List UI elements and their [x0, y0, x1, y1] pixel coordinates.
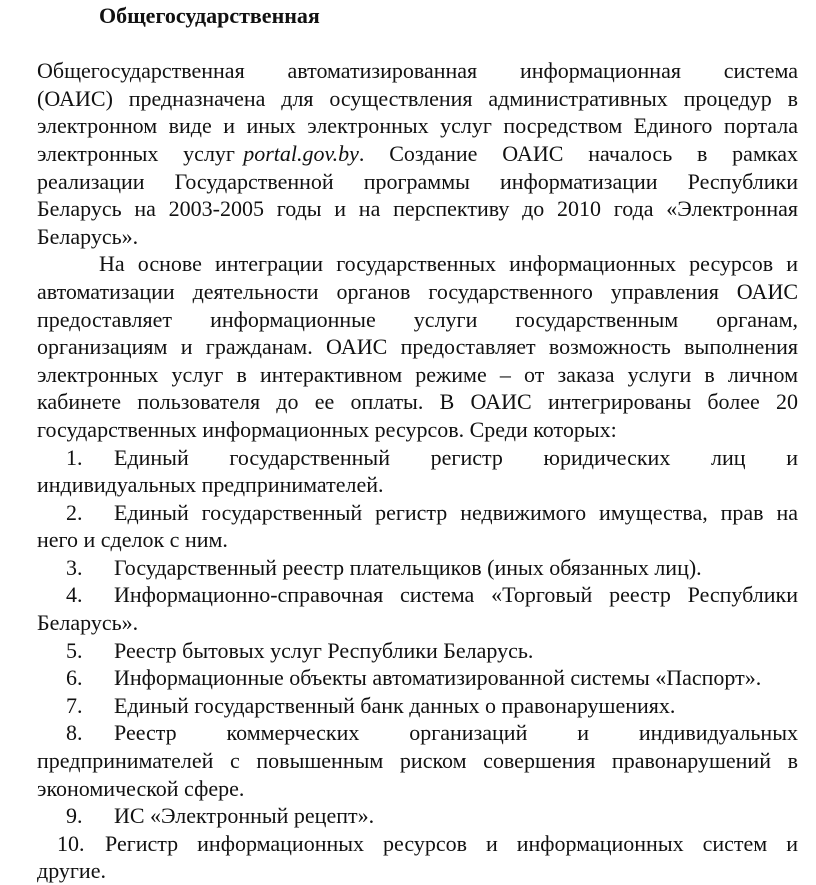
list-item-line [37, 802, 798, 830]
intro-line: Беларусь». [37, 223, 798, 251]
list-text: Единый государственный регистр юридических лиц и [114, 445, 798, 470]
list-item-line [37, 664, 798, 692]
intro-line [37, 140, 798, 168]
list-text: Единый государственный регистр недвижимого имущества, прав на [114, 500, 798, 525]
list-item [37, 444, 798, 499]
list-item [37, 554, 798, 582]
list-number: 9. [66, 802, 114, 830]
list-text: Реестр бытовых услуг Республики Беларусь. [114, 638, 533, 663]
list-item-line [37, 581, 798, 609]
list-item-line [37, 444, 798, 472]
list-item [37, 719, 798, 802]
list-number: 3. [66, 554, 114, 582]
list-item-line [37, 637, 798, 665]
list-item [37, 637, 798, 665]
list-item [37, 830, 798, 885]
body-line: автоматизации деятельности органов государственного управления ОАИС [37, 278, 798, 306]
list-text: Государственный реестр плательщиков (иных обязанных лиц). [114, 555, 702, 580]
list-number: 10. [57, 830, 105, 858]
list-item-line: другие. [37, 857, 798, 885]
intro-line: электронном виде и иных электронных услуг посредством Единого портала [37, 112, 798, 140]
list-item-line: предпринимателей с повышенным риском совершения правонарушений в [37, 747, 798, 775]
list-text: Информационные объекты автоматизированной системы «Паспорт». [114, 665, 761, 690]
list-item [37, 581, 798, 636]
document-page [37, 0, 798, 885]
resource-list [37, 444, 798, 885]
list-number: 7. [66, 692, 114, 720]
list-item-line: Беларусь». [37, 609, 798, 637]
body-line: государственных информационных ресурсов. Среди которых: [37, 416, 798, 444]
list-text: Реестр коммерческих организаций и индивидуальных [114, 720, 798, 745]
intro-line: (ОАИС) предназначена для осуществления административных процедур в [37, 85, 798, 113]
list-number: 8. [66, 719, 114, 747]
list-number: 6. [66, 664, 114, 692]
portal-link[interactable]: portal.gov.by [243, 141, 359, 166]
intro-line: реализации Государственной программы информатизации Республики [37, 168, 798, 196]
title-line-1 [37, 2, 798, 30]
intro-line: Общегосударственная автоматизированная информационная система [37, 57, 798, 85]
title-line-2 [37, 30, 798, 58]
list-item-line [37, 499, 798, 527]
title-text-1: Общегосударственная [99, 3, 320, 28]
list-text: Единый государственный банк данных о правонарушениях. [114, 693, 675, 718]
list-item-line [37, 692, 798, 720]
list-number: 4. [66, 581, 114, 609]
list-text: Информационно-справочная система «Торговый реестр Республики [114, 582, 798, 607]
list-item-line: экономической сфере. [37, 775, 798, 803]
list-item-line [37, 719, 798, 747]
intro-paragraph [37, 57, 798, 250]
list-item-line [37, 554, 798, 582]
body-line: электронных услуг в интерактивном режиме – от заказа услуги в личном [37, 361, 798, 389]
intro-text: . Создание ОАИС началось в рамках [359, 141, 798, 166]
list-number: 1. [66, 444, 114, 472]
body-line: предоставляет информационные услуги государственным органам, [37, 306, 798, 334]
body-line: организациям и гражданам. ОАИС предоставляет возможность выполнения [37, 333, 798, 361]
body-line: На основе интеграции государственных информационных ресурсов и [37, 250, 798, 278]
list-text: Регистр информационных ресурсов и информационных систем и [105, 831, 798, 856]
body-line: кабинете пользователя до ее оплаты. В ОАИС интегрированы более 20 [37, 388, 798, 416]
list-item [37, 664, 798, 692]
list-item-line: индивидуальных предпринимателей. [37, 471, 798, 499]
intro-line: Беларусь на 2003-2005 годы и на перспективу до 2010 года «Электронная [37, 195, 798, 223]
list-number: 5. [66, 637, 114, 665]
intro-text: электронных услуг [37, 141, 235, 166]
list-item [37, 692, 798, 720]
list-item [37, 499, 798, 554]
list-text: ИС «Электронный рецепт». [114, 803, 374, 828]
list-item [37, 802, 798, 830]
list-number: 2. [66, 499, 114, 527]
body-paragraph [37, 250, 798, 443]
list-item-line: него и сделок с ним. [37, 526, 798, 554]
list-item-line [37, 830, 798, 858]
